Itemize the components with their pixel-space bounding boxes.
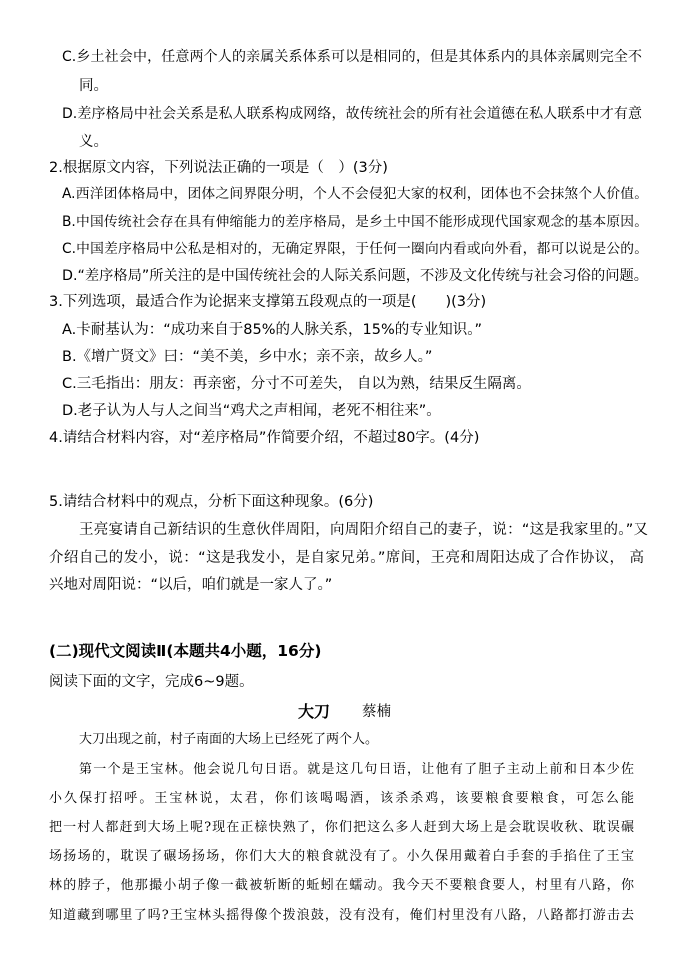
q2-option-a: A.西洋团体格局中，团体之间界限分明，个人不会侵犯大家的权利，团体也不会抹煞个人价值。 [62,186,648,202]
q1-option-d-line1: D.差序格局中社会关系是私人联系构成网络，故传统社会的所有社会道德在私人联系中才有意 [62,106,642,122]
q2-option-d: D.“差序格局”所关注的是中国传统社会的人际关系问题，不涉及文化传统与社会习俗的问题。 [62,268,649,284]
q2-stem: 2.根据原文内容，下列说法正确的一项是（ ）(3分) [49,160,388,176]
q1-option-c-line1: C.乡土社会中，任意两个人的亲属关系体系可以是相同的，但是其体系内的具体亲属则完全不 [62,49,642,65]
story-line: 知道藏到哪里了吗?王宝林头摇得像个拨浪鼓，没有没有，俺们村里没有八路，八路都打游击去 [49,908,634,923]
story-paragraph-1: 大刀出现之前，村子南面的大场上已经死了两个人。 [79,732,379,747]
q5-stem: 5.请结合材料中的观点，分析下面这种现象。(6分) [49,494,374,510]
q2-option-c: C.中国差序格局中公私是相对的，无确定界限，于任何一圈向内看或向外看，都可以说是公的。 [62,241,648,257]
section-heading: (二)现代文阅读Ⅱ(本题共4小题，16分) [49,642,322,660]
q4-stem: 4.请结合材料内容，对“差序格局”作简要介绍，不超过80字。(4分) [49,430,480,446]
q3-option-d: D.老子认为人与人之间当“鸡犬之声相闻，老死不相往来”。 [62,403,441,419]
q3-stem: 3.下列选项，最适合作为论据来支撑第五段观点的一项是( )(3分) [49,294,487,310]
story-line: 把一村人都赶到大场上呢?现在正榇快熟了，你们把这么多人赶到大场上是会耽误收秋、耽误碾 [49,820,634,835]
q3-option-b: B.《增广贤文》曰：“美不美，乡中水；亲不亲，故乡人。” [62,349,433,365]
q2-option-b: B.中国传统社会存在具有伸缩能力的差序格局，是乡土中国不能形成现代国家观念的基本原因。 [62,214,648,230]
q3-option-a: A.卡耐基认为：“成功来自于85%的人脉关系，15%的专业知识。” [62,322,483,338]
q5-paragraph-line2: 介绍自己的发小，说：“这是我发小，是自家兄弟。”席间，王亮和周阳达成了合作协议， 高 [49,550,644,566]
q3-option-c: C.三毛指出：朋友：再亲密，分寸不可差失， 自以为熟，结果反生隔离。 [62,376,531,392]
q1-option-d-line2: 义。 [79,134,108,150]
q5-paragraph-line3: 兴地对周阳说：“以后，咱们就是一家人了。” [49,577,333,593]
q5-paragraph-line1: 王亮宴请自己新结识的生意伙伴周阳，向周阳介绍自己的妻子，说：“这是我家里的。”又 [79,522,648,538]
story-line: 场扬场的，耽误了碾场扬场，你们大大的粮食就没有了。小久保用戴着白手套的手掐住了王宝 [49,849,634,864]
story-author: 蔡楠 [362,704,391,720]
story-line: 小久保打招呼。王宝林说，太君，你们该喝喝酒，该杀杀鸡，该要粮食要粮食，可怎么能 [49,791,634,806]
story-title: 大刀 [298,702,331,721]
story-line: 第一个是王宝林。他会说几句日语。就是这几句日语，让他有了胆子主动上前和日本少佐 [79,762,634,777]
section-instruction: 阅读下面的文字，完成6~9题。 [49,674,254,690]
q1-option-c-line2: 同。 [79,78,108,94]
story-line: 林的脖子，他那撮小胡子像一截被斩断的蚯蚓在蠕动。我今天不要粮食要人，村里有八路，你 [49,878,634,893]
